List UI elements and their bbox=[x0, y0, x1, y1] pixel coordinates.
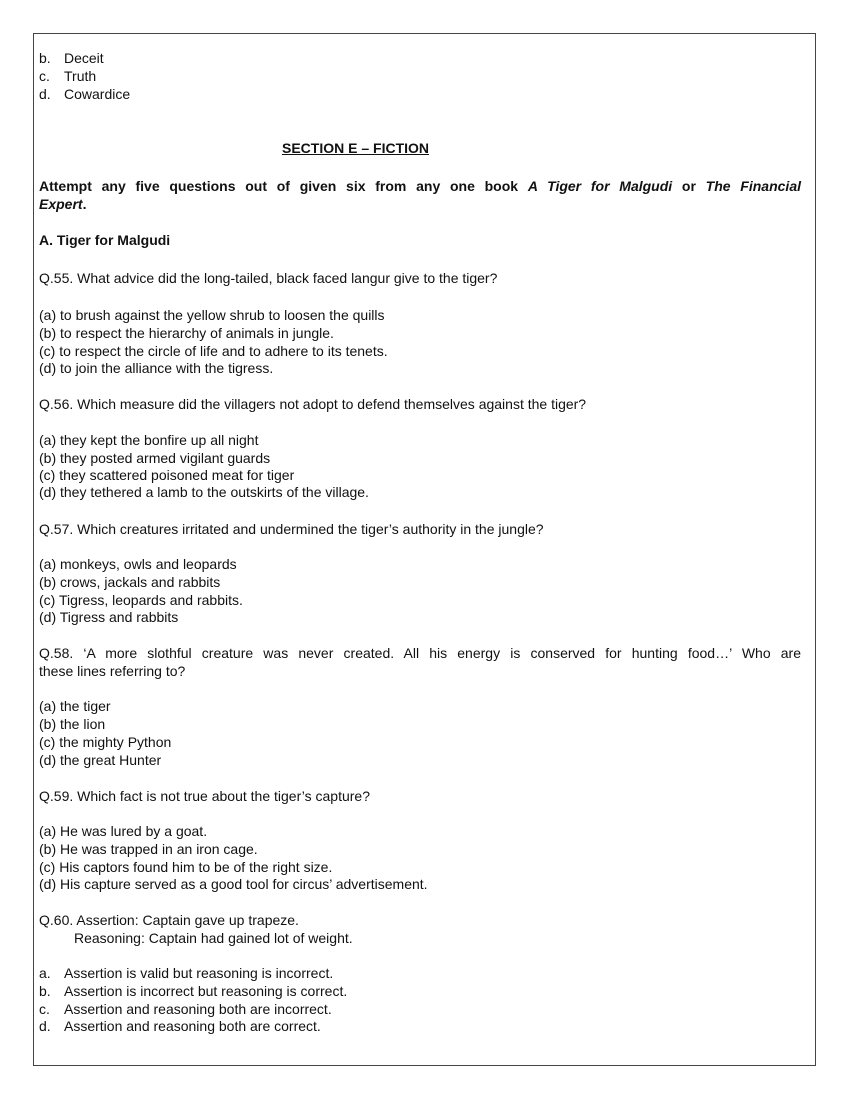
answer-option: (b) they posted armed vigilant guards bbox=[39, 450, 271, 466]
answer-option: (c) they scattered poisoned meat for tiger bbox=[39, 467, 295, 483]
option-text: Cowardice bbox=[64, 86, 131, 102]
answer-option: (c) Tigress, leopards and rabbits. bbox=[39, 592, 243, 608]
instruction-text: Attempt any five questions out of given six from any one book bbox=[39, 178, 528, 194]
option-label: c. bbox=[39, 1001, 50, 1017]
book-title-2b: Expert bbox=[39, 196, 83, 212]
answer-option: (b) He was trapped in an iron cage. bbox=[39, 841, 258, 857]
option-label: a. bbox=[39, 965, 51, 981]
book-heading: A. Tiger for Malgudi bbox=[39, 232, 171, 248]
instruction bbox=[39, 177, 801, 195]
question-text: Q.56. Which measure did the villagers not adopt to defend themselves against the tiger? bbox=[39, 396, 587, 412]
option-label: b. bbox=[39, 983, 51, 999]
answer-option: (d) the great Hunter bbox=[39, 752, 162, 768]
option-text: Truth bbox=[64, 68, 97, 84]
answer-option: (d) to join the alliance with the tigress. bbox=[39, 360, 274, 376]
question-text: Q.55. What advice did the long-tailed, black faced langur give to the tiger? bbox=[39, 270, 498, 286]
answer-option: (a) to brush against the yellow shrub to loosen the quills bbox=[39, 307, 385, 323]
question-text-58-cont: these lines referring to? bbox=[39, 663, 186, 679]
q60-option bbox=[39, 982, 347, 1000]
question-text-60: Q.60. Assertion: Captain gave up trapeze. bbox=[39, 912, 299, 928]
answer-option: (d) they tethered a lamb to the outskirts of the village. bbox=[39, 484, 369, 500]
q60-option bbox=[39, 1017, 321, 1035]
prev-option bbox=[39, 67, 96, 85]
answer-option: (c) to respect the circle of life and to adhere to its tenets. bbox=[39, 343, 388, 359]
prev-option bbox=[39, 85, 130, 103]
answer-option: (b) to respect the hierarchy of animals in jungle. bbox=[39, 325, 334, 341]
q60-option bbox=[39, 1000, 332, 1018]
answer-option: (c) the mighty Python bbox=[39, 734, 172, 750]
answer-option: (b) crows, jackals and rabbits bbox=[39, 574, 221, 590]
q60-option bbox=[39, 964, 333, 982]
prev-option bbox=[39, 49, 104, 67]
instruction-line2 bbox=[39, 195, 86, 213]
q60-reasoning: Reasoning: Captain had gained lot of weight. bbox=[74, 930, 353, 946]
answer-option: (b) the lion bbox=[39, 716, 106, 732]
option-label: b. bbox=[39, 50, 51, 66]
option-text: Assertion is incorrect but reasoning is correct. bbox=[64, 983, 348, 999]
option-text: Deceit bbox=[64, 50, 104, 66]
question-text: Q.59. Which fact is not true about the tiger’s capture? bbox=[39, 788, 370, 804]
instruction-end: . bbox=[82, 196, 87, 212]
answer-option: (a) the tiger bbox=[39, 698, 111, 714]
option-label: c. bbox=[39, 68, 50, 84]
answer-option: (a) they kept the bonfire up all night bbox=[39, 432, 259, 448]
book-title-2a: The Financial bbox=[705, 178, 801, 194]
answer-option: (c) His captors found him to be of the right size. bbox=[39, 859, 333, 875]
question-text: Q.57. Which creatures irritated and undermined the tiger’s authority in the jungle? bbox=[39, 521, 544, 537]
answer-option: (a) He was lured by a goat. bbox=[39, 823, 208, 839]
book-title-1: A Tiger for Malgudi bbox=[527, 178, 673, 194]
instruction-or: or bbox=[672, 178, 706, 194]
option-text: Assertion is valid but reasoning is incorrect. bbox=[64, 965, 334, 981]
option-text: Assertion and reasoning both are incorrect. bbox=[64, 1001, 332, 1017]
answer-option: (d) His capture served as a good tool for circus’ advertisement. bbox=[39, 876, 428, 892]
section-title: SECTION E – FICTION bbox=[282, 140, 430, 156]
answer-option: (a) monkeys, owls and leopards bbox=[39, 556, 237, 572]
option-text: Assertion and reasoning both are correct. bbox=[64, 1018, 321, 1034]
answer-option: (d) Tigress and rabbits bbox=[39, 609, 179, 625]
option-label: d. bbox=[39, 86, 51, 102]
question-text-58: Q.58. ‘A more slothful creature was never created. All his energy is conserved for hunting food…’ Who are bbox=[39, 645, 801, 661]
option-label: d. bbox=[39, 1018, 51, 1034]
